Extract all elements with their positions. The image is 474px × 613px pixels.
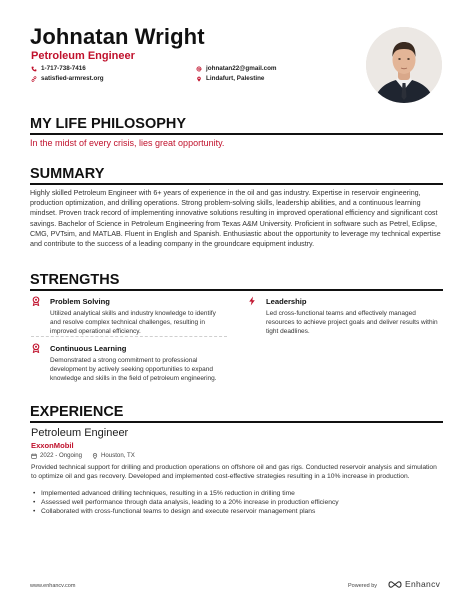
list-item: • Implemented advanced drilling techniques, resulting in a 15% reduction in drilling time [31,489,443,498]
strength-description: Demonstrated a strong commitment to professional development by actively seeking opportunities to expand knowledge and skills in the field of petroleum engineering. [50,357,217,382]
philosophy-heading: MY LIFE PHILOSOPHY [30,116,187,132]
strength-item [247,296,443,336]
job-bullets [31,489,443,516]
email-text[interactable]: johnatan22@gmail.com [206,65,277,72]
strength-description: Led cross-functional teams and effectively managed resources to achieve project goals and deliver results within tight deadlines. [266,310,438,335]
list-item: • Assessed well performance through data analysis, leading to a 20% increase in production efficiency [31,498,443,507]
strength-item [31,343,227,383]
strengths-heading: STRENGTHS [30,272,120,288]
strength-title: Problem Solving [50,296,110,306]
philosophy-rule [30,133,443,135]
strength-item [31,296,227,336]
summary-rule [30,183,443,185]
job-title: Petroleum Engineer [31,427,129,439]
summary-text: Highly skilled Petroleum Engineer with 6+ years of experience in the oil and gas industry. Expertise in reservoir engineering, production optimization, and drilling operations. Strong problem-solving skills, leadership abilities, and a continuous learning mindset. Proven track record of implementing innovative solutions resulting in improved operational efficiency and significant cost savings. Bachelor of Science in Petroleum Engineering from Texas A&M University. Proficient in software such as Petrel, Eclipse, CMG, PVTsim, and MATLAB. Fluent in English and Spanish. Enthusiastic about the opportunity to leverage my technical expertise and contribute to the success of a leading company in the groundcare equipment industry. [30,189,441,249]
company-name: ExxonMobil [31,441,74,450]
contact-location [196,75,264,82]
strengths-rule [30,289,443,291]
brand-name: Enhancv [405,579,441,589]
candidate-name: Johnatan Wright [30,24,205,49]
location-pin-icon [196,76,202,82]
footer-url[interactable]: www.enhancv.com [30,583,76,589]
at-icon [196,66,202,72]
candidate-title: Petroleum Engineer [31,50,135,62]
lightning-icon [247,296,257,306]
job-location: Houston, TX [101,452,135,459]
calendar-icon [31,453,37,459]
strength-title: Continuous Learning [50,343,127,353]
location-text: Lindafurt, Palestine [206,75,265,82]
philosophy-quote: In the midst of every crisis, lies great opportunity. [30,138,225,148]
contact-phone [31,65,86,72]
location-pin-icon [92,453,98,459]
link-icon [31,76,37,82]
summary-heading: SUMMARY [30,166,105,182]
strength-divider [31,336,227,337]
powered-by-label: Powered by [348,583,378,589]
award-icon [31,343,41,353]
enhancv-logo-icon [388,580,402,589]
award-icon [31,296,41,306]
website-text[interactable]: satisfied-armrest.org [41,75,104,82]
strength-title: Leadership [266,296,307,306]
job-dates: 2022 - Ongoing [40,452,83,459]
experience-rule [30,421,443,423]
contact-website[interactable] [31,75,104,82]
experience-heading: EXPERIENCE [30,404,124,420]
profile-photo [366,27,442,103]
job-meta [31,452,135,459]
strength-description: Utilized analytical skills and industry knowledge to identify and resolve complex technical challenges, resulting in improved operational efficiency. [50,310,216,335]
job-description: Provided technical support for drilling and production operations on offshore oil and gas rigs. Conducted reservoir analysis and simulation to optimize oil and gas recovery. Developed and implemented cost-effective strategies resulting in a 10% increase in production. [31,464,437,480]
phone-text: 1-717-738-7416 [41,65,86,72]
phone-icon [31,66,37,72]
enhancv-logo[interactable] [388,579,440,589]
list-item: • Collaborated with cross-functional teams to design and execute reservoir management plans [31,507,443,516]
contact-email[interactable] [196,65,277,72]
